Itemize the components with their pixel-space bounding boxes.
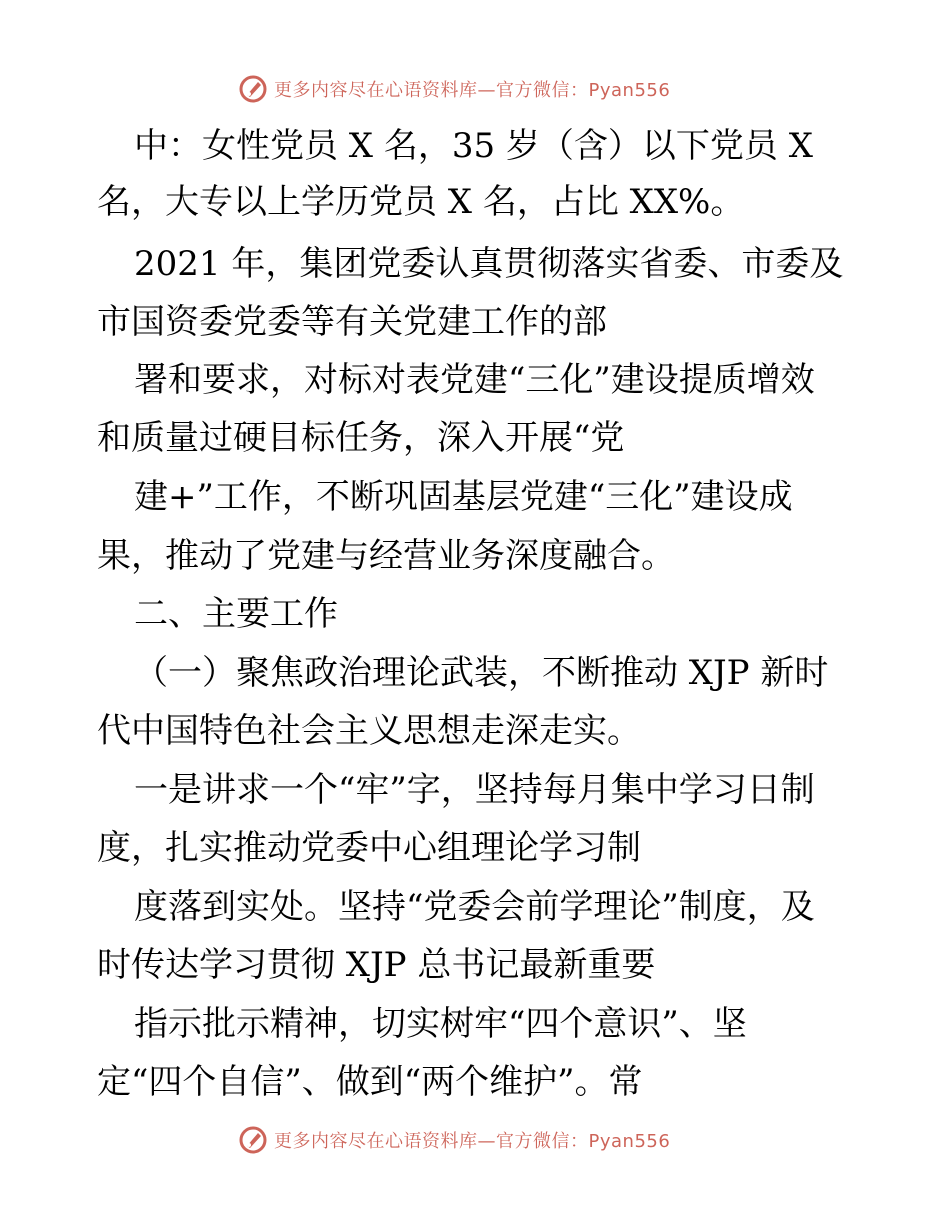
quill-seal-icon [238,74,268,104]
text-line: 和质量过硬目标任务，深入开展“党 [97,418,625,458]
text-line: 市国资委党委等有关党建工作的部 [97,302,607,342]
watermark-text: 更多内容尽在心语资料库—官方微信：Pyan556 [274,80,671,101]
text-line: 代中国特色社会主义思想走深走实。 [97,711,641,751]
quill-seal-icon [238,1125,268,1155]
text-line: 一是讲求一个“牢”字，坚持每月集中学习日制 [134,770,815,810]
text-line: 中：女性党员 X 名，35 岁（含）以下党员 X [134,126,813,166]
text-line: 度落到实处。坚持“党委会前学理论”制度，及 [134,887,815,927]
text-line: 时传达学习贯彻 XJP 总书记最新重要 [97,945,656,985]
watermark-text: 更多内容尽在心语资料库—官方微信：Pyan556 [274,1131,671,1152]
text-line: 署和要求，对标对表党建“三化”建设提质增效 [134,360,815,400]
header-watermark [238,74,670,104]
section-heading: 二、主要工作 [134,594,338,634]
text-line: 定“四个自信”、做到“两个维护”。常 [97,1062,643,1102]
text-line: 果，推动了党建与经营业务深度融合。 [97,536,675,576]
text-line: 指示批示精神，切实树牢“四个意识”、坚 [134,1004,747,1044]
subsection-heading: （一）聚焦政治理论武装，不断推动 XJP 新时 [134,653,829,693]
text-line: 建+”工作，不断巩固基层党建“三化”建设成 [134,477,793,517]
text-line: 度，扎实推动党委中心组理论学习制 [97,828,641,868]
footer-watermark [238,1125,670,1155]
text-line: 2021 年，集团党委认真贯彻落实省委、市委及 [134,244,844,284]
text-line: 名，大专以上学历党员 X 名，占比 XX%。 [97,182,745,222]
